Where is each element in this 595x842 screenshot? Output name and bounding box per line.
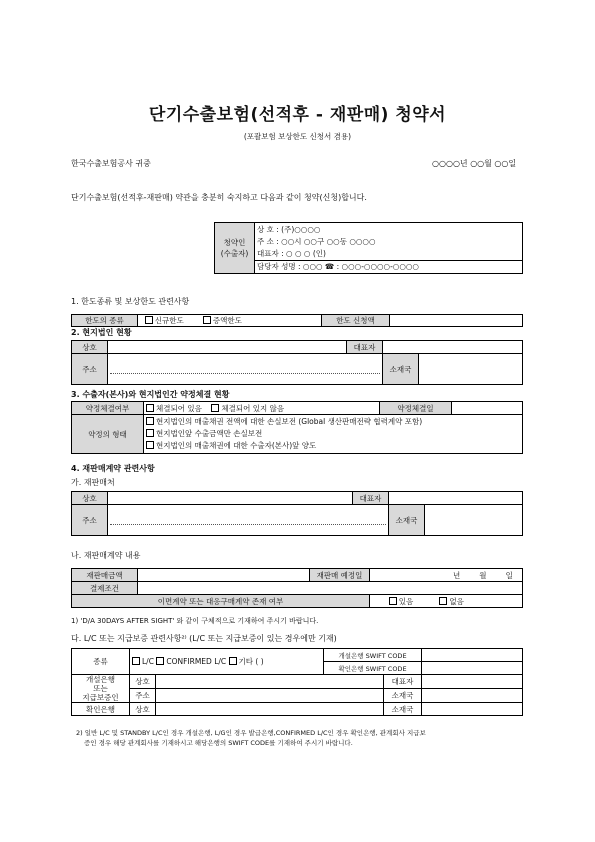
side-contract-no-label: 없음	[449, 596, 464, 606]
page-title: 단기수출보험(선적후 - 재판매) 청약서	[148, 105, 447, 125]
unsigned-label: 체결되어 있지 않음	[221, 403, 285, 413]
date: ○○○○년 ○○월 ○○일	[432, 159, 517, 168]
section-3-heading: 3. 수출자(본사)와 현지법인간 약정체결 현황	[71, 390, 230, 399]
issuing-bank-ceo-label: 대표자	[384, 675, 422, 689]
signed-label: 체결되어 있음	[156, 403, 202, 413]
resale-date-field[interactable]	[370, 569, 523, 582]
agreement-signed-options	[144, 402, 380, 415]
form2-label: 현지법인앞 수출금액만 손실보전	[156, 429, 263, 438]
local-corp-ceo-label: 대표자	[347, 341, 383, 354]
resale-name-field[interactable]	[108, 492, 353, 505]
form1-label: 현지법인의 매출채권 전액에 대한 손실보전 (Global 생산판매전략 협력계약 포함)	[156, 417, 423, 426]
issuing-bank-addr-label: 주소	[130, 689, 156, 703]
resale-addr-label: 주소	[72, 505, 108, 536]
resale-amount-field[interactable]	[138, 569, 310, 582]
lc-checkbox[interactable]	[132, 657, 140, 665]
limit-request-label: 한도 신청액	[322, 315, 390, 327]
side-contract-no-checkbox[interactable]	[439, 597, 447, 605]
issuing-bank-addr-field[interactable]	[156, 689, 384, 703]
applicant-label-2: (수출자)	[220, 249, 249, 258]
form1-checkbox[interactable]	[146, 417, 154, 425]
other-label: 기타 ( )	[238, 657, 264, 666]
issuing-bank-label	[72, 675, 130, 703]
issuing-bank-name-field[interactable]	[156, 675, 384, 689]
applicant-table	[214, 222, 523, 274]
section-2-heading: 2. 현지법인 현황	[71, 328, 132, 337]
confirming-bank-label: 확인은행	[72, 703, 130, 716]
local-corp-country-label: 소재국	[383, 354, 419, 385]
local-corp-addr-label: 주소	[72, 354, 108, 385]
footnote-1: 1) 'D/A 30DAYS AFTER SIGHT' 와 같이 구체적으로 기재하여 주시기 바랍니다.	[71, 617, 319, 625]
confirmed-lc-checkbox[interactable]	[156, 657, 164, 665]
new-limit-label: 신규한도	[154, 316, 184, 325]
addr-dotted-line	[110, 365, 380, 374]
confirm-bank-swift-field[interactable]	[422, 662, 523, 675]
lc-label: L/C	[142, 657, 154, 666]
applicant-name[interactable]: 상 호 : (주)○○○○	[255, 223, 523, 236]
confirm-bank-swift-label: 확인은행 SWIFT CODE	[324, 662, 422, 675]
agreement-table	[71, 401, 523, 454]
agreement-signed-label: 약정체결여부	[72, 402, 144, 415]
limit-type-options	[138, 315, 322, 327]
issuing-bank-country-field[interactable]	[422, 689, 523, 703]
section-1-heading: 1. 한도종류 및 보상한도 관련사항	[71, 297, 190, 306]
resale-addr-field[interactable]	[108, 505, 389, 536]
signed-checkbox[interactable]	[146, 404, 154, 412]
confirming-bank-country-label: 소재국	[384, 703, 422, 716]
limit-request-field[interactable]	[390, 315, 523, 327]
local-corp-ceo-field[interactable]	[383, 341, 523, 354]
open-bank-swift-field[interactable]	[422, 649, 523, 662]
lc-kind-label: 종류	[72, 649, 130, 675]
section-4b-heading: 나. 재판매계약 내용	[71, 551, 141, 560]
section-4c-heading: 다. L/C 또는 지급보증 관련사항²⁾ (L/C 또는 지급보증이 있는 경우에만 기재)	[71, 634, 337, 643]
issuing-bank-label-2: 또는	[93, 684, 108, 693]
side-contract-yes-checkbox[interactable]	[389, 597, 397, 605]
local-corp-table	[71, 340, 523, 385]
limit-type-label: 한도의 종류	[72, 315, 138, 327]
month-label: 월	[479, 570, 487, 580]
form3-label: 현지법인의 매출채권에 대한 수출자(본사)앞 양도	[156, 441, 317, 450]
applicant-contact[interactable]: 담당자 성명 : ○○○ ☎ : ○○○-○○○○-○○○○	[255, 260, 523, 273]
agreement-date-field[interactable]	[452, 402, 523, 415]
local-corp-addr-field[interactable]	[108, 354, 383, 385]
year-label: 년	[452, 570, 461, 580]
applicant-address[interactable]: 주 소 : ○○시 ○○구 ○○동 ○○○○	[255, 235, 523, 247]
applicant-label	[215, 223, 255, 274]
applicant-label-1: 청약인	[223, 238, 246, 247]
issuing-bank-name-label: 상호	[130, 675, 156, 689]
payment-terms-field[interactable]	[138, 582, 523, 595]
intro-text: 단기수출보험(선적후-재판매) 약관을 충분히 숙지하고 다음과 같이 청약(신청)합니다.	[71, 193, 367, 202]
increase-limit-checkbox[interactable]	[203, 316, 211, 324]
resale-country-field[interactable]	[425, 505, 523, 536]
confirming-bank-name-label: 상호	[130, 703, 156, 716]
resale-party-table	[71, 491, 523, 536]
section-4a-heading: 가. 재판매처	[71, 478, 115, 487]
form2-checkbox[interactable]	[146, 429, 154, 437]
lc-table	[71, 648, 523, 716]
lc-kind-options	[130, 649, 324, 675]
resale-contract-table	[71, 568, 523, 608]
side-contract-yes-label: 있음	[398, 596, 414, 606]
resale-name-label: 상호	[72, 492, 108, 505]
resale-ceo-label: 대표자	[353, 492, 389, 505]
confirming-bank-country-field[interactable]	[422, 703, 523, 716]
confirming-bank-name-field[interactable]	[156, 703, 384, 716]
resale-amount-label: 재판매금액	[72, 569, 138, 582]
resale-ceo-field[interactable]	[389, 492, 523, 505]
day-label: 일	[505, 570, 513, 580]
side-contract-options	[370, 595, 523, 608]
agreement-form-options	[144, 415, 523, 454]
other-checkbox[interactable]	[229, 657, 237, 665]
side-contract-label: 이면계약 또는 대응구매계약 존재 여부	[72, 595, 370, 608]
issuing-bank-ceo-field[interactable]	[422, 675, 523, 689]
limit-type-table	[71, 314, 523, 327]
applicant-ceo[interactable]: 대표자 : ○ ○ ○ (인)	[255, 247, 523, 260]
issuing-bank-country-label: 소재국	[384, 689, 422, 703]
agreement-form-label: 약정의 형태	[72, 415, 144, 454]
new-limit-checkbox[interactable]	[145, 316, 153, 324]
footnote-2b: 증인 경우 해당 관계회사를 기재하시고 해당은행의 SWIFT CODE를 기재하여 주시기 바랍니다.	[84, 739, 353, 747]
local-corp-name-field[interactable]	[108, 341, 347, 354]
open-bank-swift-label: 개설은행 SWIFT CODE	[324, 649, 422, 662]
issuing-bank-label-1: 개설은행	[86, 675, 115, 684]
local-corp-name-label: 상호	[72, 341, 108, 354]
confirmed-lc-label: CONFIRMED L/C	[166, 657, 227, 666]
resale-date-label: 재판매 예정일	[310, 569, 370, 582]
increase-limit-label: 증액한도	[212, 316, 242, 325]
footnote-2a: 2) 일반 L/C 및 STANDBY L/C인 경우 개설은행, L/G인 경우 발급은행,CONFIRMED L/C인 경우 확인은행, 관계회사 지급보	[76, 729, 426, 737]
local-corp-country-field[interactable]	[419, 354, 523, 385]
issuing-bank-label-3: 지급보증인	[82, 693, 119, 702]
page-subtitle: (포괄보험 보상한도 신청서 겸용)	[243, 132, 352, 141]
form3-checkbox[interactable]	[146, 441, 154, 449]
resale-addr-dotted-line	[110, 516, 386, 525]
recipient: 한국수출보험공사 귀중	[71, 159, 151, 168]
section-4-heading: 4. 재판매계약 관련사항	[71, 464, 155, 473]
resale-country-label: 소재국	[389, 505, 425, 536]
payment-terms-label: 결제조건	[72, 582, 138, 595]
agreement-date-label: 약정체결일	[380, 402, 452, 415]
unsigned-checkbox[interactable]	[211, 404, 219, 412]
